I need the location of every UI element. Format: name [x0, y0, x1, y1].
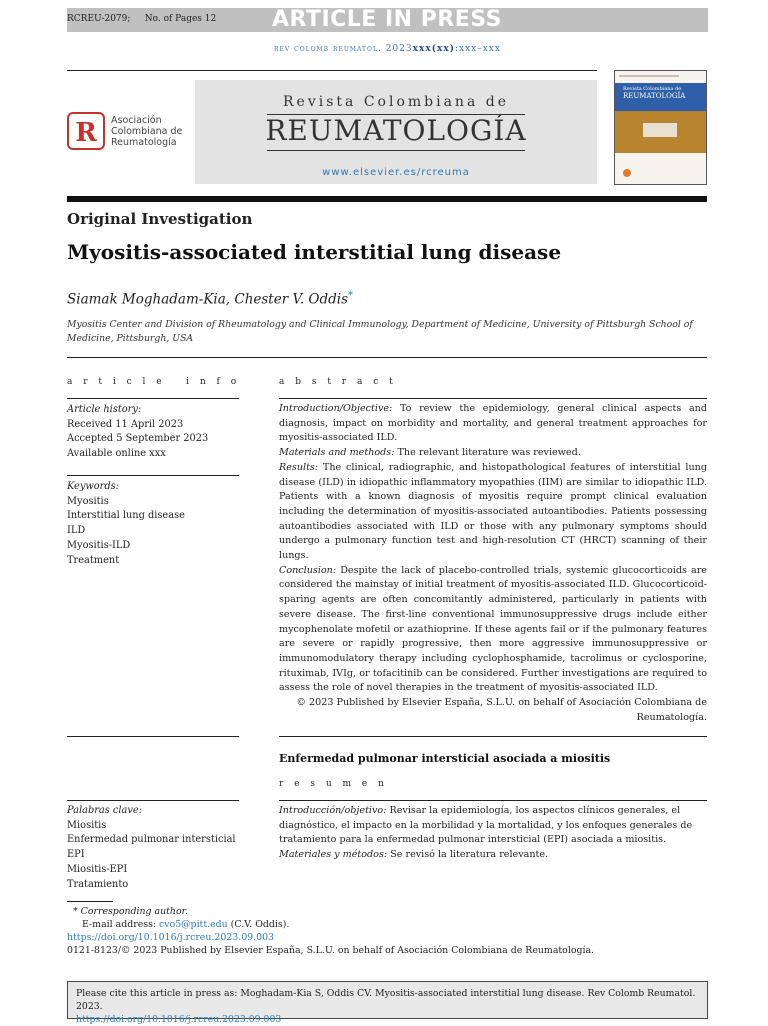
resumen-body — [279, 804, 707, 863]
email-suffix: (C.V. Oddis). — [230, 919, 290, 930]
resumen-methods-label: Materiales y métodos: — [279, 849, 388, 861]
abstract-intro-label: Introduction/Objective: — [279, 403, 393, 414]
history-online: Available online xxx — [67, 448, 166, 460]
spanish-title: Enfermedad pulmonar intersticial asociada a miositis — [279, 752, 611, 765]
abstract-conclusion-label: Conclusion: — [279, 564, 337, 576]
article-info-heading: a r t i c l e i n f o — [67, 377, 241, 387]
journal-url-link[interactable]: www.elsevier.es/rcreuma — [322, 167, 470, 178]
article-title: Myositis-associated interstitial lung disease — [67, 240, 562, 264]
resumen-methods-text: Se revisó la literatura relevante. — [390, 849, 549, 861]
citation-text: Please cite this article in press as: Moghadam-Kia S, Oddis CV. Myositis-associated interstitial lung disease. Rev Colomb Reumatol. 2023. — [76, 988, 696, 1012]
abstract-results-label: Results: — [279, 461, 319, 473]
doi-link[interactable]: https://doi.org/10.1016/j.rcreu.2023.09.003 — [67, 932, 275, 943]
resumen-intro-label: Introducción/objetivo: — [279, 805, 387, 816]
society-logo — [67, 112, 187, 156]
abstract-methods — [279, 446, 707, 461]
palabras-clave-list — [67, 804, 239, 892]
email-label: E-mail address: — [82, 919, 157, 930]
author-names: Siamak Moghadam-Kia, Chester V. Oddis — [67, 291, 349, 308]
article-history — [67, 403, 239, 462]
journal-title-rule-bottom — [267, 150, 525, 151]
keyword-item: ILD — [67, 525, 86, 537]
abstract-body — [279, 402, 707, 725]
keywords-list — [67, 480, 239, 568]
footnote-block — [67, 905, 707, 957]
spanish-right-rule — [279, 736, 707, 737]
history-accepted: Accepted 5 September 2023 — [67, 433, 209, 445]
keyword-item: Treatment — [67, 554, 120, 566]
journal-pages: :xxx–xxx — [454, 44, 501, 54]
abstract-methods-label: Materials and methods: — [279, 447, 395, 459]
corresponding-author-mark[interactable]: * — [348, 290, 354, 301]
abstract-methods-text: The relevant literature was reviewed. — [397, 447, 581, 459]
footnote-rule — [67, 901, 113, 902]
abstract-conclusion-text: Despite the lack of placebo-controlled trials, systemic glucocorticoids are considered the mainstay of initial treatment of myositis-associated ILD. Glucocorticoid-sparing agents are often concomitantly administered, particularly in patients with severe disease. The first-line conventional immunosuppressive drugs include either mycophenolate mofetil or azathioprine. If these agents fail or if the pulmonary features are severe or rapidly progressive, then more aggressive immunosuppressive or immunomodulatory therapy including cyclophosphamide, tacrolimus or cyclosporine, rituximab, IVIg, or tofacitinib can be considered. Further investigations are required to assess the role of novel therapies in the treatment of myositis-associated ILD. — [279, 564, 707, 694]
corresponding-author-label: Corresponding author. — [80, 906, 189, 917]
article-info-rule — [67, 398, 239, 399]
cover-title-small: Revista Colombiana de — [623, 86, 682, 92]
author-affiliation: Myositis Center and Division of Rheumatology and Clinical Immunology, Department of Medicine, University of Pittsburgh School of Medicine, Pittsburgh, USA — [67, 319, 693, 344]
resumen-intro-text: Revisar la epidemiología, los aspectos clínicos generales, el diagnóstico, el impacto en la morbilidad y la mortalidad, y los enfoques generales de tratamiento para la enfermedad pulmonar intersticial (EPI) asociada a miositis. — [279, 805, 693, 846]
journal-volume: xxx(xx) — [412, 44, 455, 54]
society-logo-mark: R — [67, 112, 105, 150]
abstract-intro-text: To review the epidemiology, general clinical aspects and diagnosis, impact on morbidity and mortality, and general treatment approaches for myositis-associated ILD. — [279, 403, 707, 444]
palabra-clave-item: Miositis-EPI — [67, 863, 128, 875]
article-history-label: Article history: — [67, 404, 142, 415]
journal-abbrev: rev colomb reumatol. — [274, 44, 382, 54]
abstract-conclusion — [279, 564, 707, 696]
journal-title-main: REUMATOLOGÍA — [265, 114, 527, 147]
article-in-press-label: ARTICLE IN PRESS — [271, 7, 503, 32]
publisher-logo-icon — [623, 169, 631, 177]
cover-image-band — [615, 111, 706, 153]
keyword-item: Myositis-ILD — [67, 539, 131, 551]
society-logo-line-2: Colombiana de — [111, 126, 183, 137]
journal-banner — [195, 80, 597, 184]
palabras-rule — [67, 800, 239, 801]
journal-title-top: Revista Colombiana de — [283, 94, 509, 110]
keywords-label: Keywords: — [67, 481, 119, 492]
footnote-mark: * — [73, 906, 78, 917]
keyword-item: Interstitial lung disease — [67, 510, 185, 522]
palabra-clave-item: Enfermedad pulmonar intersticial — [67, 834, 236, 846]
resumen-intro — [279, 804, 707, 848]
keywords-rule — [67, 475, 239, 476]
header-thick-rule — [67, 196, 707, 202]
resumen-methods — [279, 848, 707, 863]
citation-box — [67, 981, 708, 1025]
cover-top-strip — [619, 75, 679, 77]
journal-year: 2023 — [385, 44, 413, 54]
abstract-rule — [279, 398, 707, 399]
journal-cover-image — [614, 70, 707, 185]
abstract-intro — [279, 402, 707, 446]
society-logo-line-3: Reumatología — [111, 137, 177, 148]
article-type: Original Investigation — [67, 210, 253, 228]
resumen-rule — [279, 800, 707, 801]
keyword-item: Myositis — [67, 495, 109, 507]
header-rule — [67, 70, 597, 71]
manuscript-meta: RCREU-2079; No. of Pages 12 — [67, 14, 217, 24]
palabra-clave-item: Miositis — [67, 819, 107, 831]
abstract-copyright: © 2023 Published by Elsevier España, S.L.U. on behalf of Asociación Colombiana de Reumatología. — [296, 697, 707, 723]
history-received: Received 11 April 2023 — [67, 418, 184, 430]
issn-copyright-line: 0121-8123/© 2023 Published by Elsevier España, S.L.U. on behalf of Asociación Colombiana de Reumatología. — [67, 945, 595, 956]
journal-citation-line — [67, 44, 708, 54]
spanish-left-rule — [67, 736, 239, 737]
resumen-heading: r e s u m e n — [279, 779, 388, 789]
abstract-heading: a b s t r a c t — [279, 377, 397, 387]
corresponding-author-note — [67, 905, 707, 918]
abstract-results-text: The clinical, radiographic, and histopathological features of interstitial lung disease (ILD) in idiopathic inflammatory myopathies (IIM) are similar to idiopathic ILD. Patients with a known diagnosis of myositis require prompt clinical evaluation including the determination of myositis-associated autoantibodies. Patients possessing autoantibodies associated with ILD or those with any pulmonary symptoms should undergo a pulmonary function test and high-resolution CT (HRCT) scanning of their lungs. — [279, 461, 707, 562]
cover-title-big: REUMATOLOGÍA — [623, 92, 686, 100]
citation-doi-link[interactable]: https://doi.org/10.1016/j.rcreu.2023.09.003 — [76, 1014, 282, 1025]
abstract-results — [279, 461, 707, 564]
article-in-press-bar — [67, 8, 708, 32]
email-link[interactable]: cvo5@pitt.edu — [159, 919, 228, 930]
cover-title-band — [615, 83, 706, 111]
email-line — [67, 918, 707, 931]
palabra-clave-item: EPI — [67, 849, 85, 861]
cover-label-box — [643, 123, 677, 137]
author-list — [67, 290, 353, 308]
palabras-clave-label: Palabras clave: — [67, 805, 142, 816]
palabra-clave-item: Tratamiento — [67, 878, 129, 890]
affiliation-rule — [67, 357, 707, 358]
society-logo-line-1: Asociación — [111, 115, 162, 126]
society-logo-text — [111, 115, 182, 148]
